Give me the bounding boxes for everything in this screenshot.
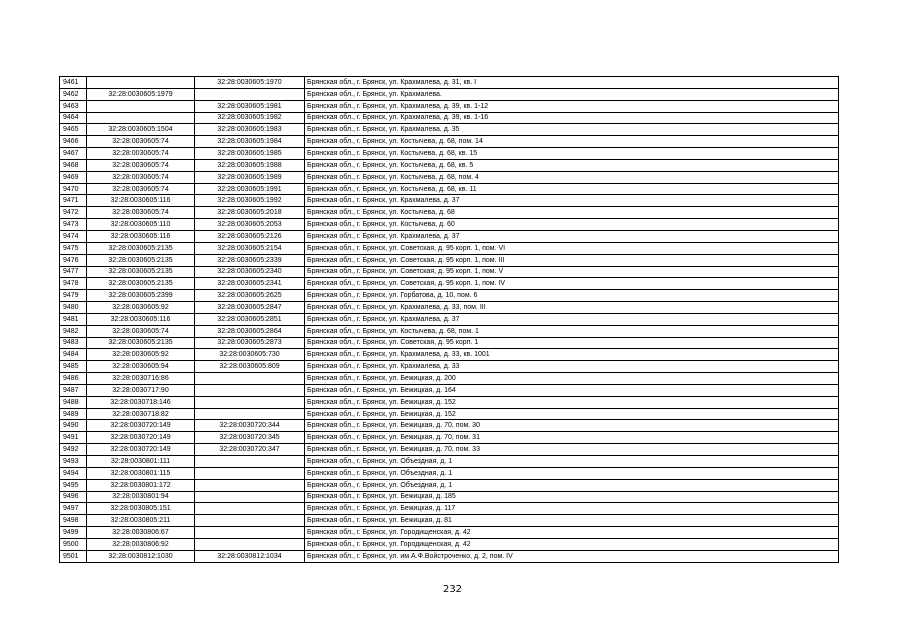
parent-cadastral-number-cell: 32:28:0030605:110 bbox=[87, 219, 195, 231]
cadastral-number-cell: 32:28:0030720:345 bbox=[195, 432, 305, 444]
table-row bbox=[60, 195, 839, 207]
table-row bbox=[60, 408, 839, 420]
table-row bbox=[60, 88, 839, 100]
address-cell: Брянская обл., г. Брянск, ул. Бежицкая, д. 164 bbox=[305, 384, 839, 396]
cadastral-number-cell bbox=[195, 408, 305, 420]
table-row bbox=[60, 136, 839, 148]
parent-cadastral-number-cell: 32:28:0030605:2399 bbox=[87, 290, 195, 302]
address-cell: Брянская обл., г. Брянск, ул. Крахмалева, д. 37 bbox=[305, 230, 839, 242]
address-cell: Брянская обл., г. Брянск, ул. Крахмалева, д. 33, пом. III bbox=[305, 302, 839, 314]
table-row bbox=[60, 515, 839, 527]
table-row bbox=[60, 337, 839, 349]
row-number-cell: 9481 bbox=[60, 313, 87, 325]
address-cell: Брянская обл., г. Брянск, ул. Костычева, д. 68, кв. 5 bbox=[305, 159, 839, 171]
row-number-cell: 9467 bbox=[60, 148, 87, 160]
cadastral-number-cell: 32:28:0030605:2154 bbox=[195, 242, 305, 254]
row-number-cell: 9491 bbox=[60, 432, 87, 444]
cadastral-number-cell: 32:28:0030605:809 bbox=[195, 361, 305, 373]
parent-cadastral-number-cell: 32:28:0030720:149 bbox=[87, 444, 195, 456]
cadastral-table bbox=[59, 76, 839, 563]
cadastral-number-cell: 32:28:0030605:1985 bbox=[195, 148, 305, 160]
row-number-cell: 9495 bbox=[60, 479, 87, 491]
parent-cadastral-number-cell: 32:28:0030717:90 bbox=[87, 384, 195, 396]
row-number-cell: 9472 bbox=[60, 207, 87, 219]
parent-cadastral-number-cell: 32:28:0030605:2135 bbox=[87, 337, 195, 349]
parent-cadastral-number-cell: 32:28:0030605:74 bbox=[87, 207, 195, 219]
address-cell: Брянская обл., г. Брянск, ул. Бежицкая, д. 185 bbox=[305, 491, 839, 503]
row-number-cell: 9475 bbox=[60, 242, 87, 254]
parent-cadastral-number-cell: 32:28:0030806:92 bbox=[87, 538, 195, 550]
address-cell: Брянская обл., г. Брянск, ул. Костычева, д. 68, кв. 15 bbox=[305, 148, 839, 160]
table-row bbox=[60, 302, 839, 314]
cadastral-number-cell bbox=[195, 515, 305, 527]
table-row bbox=[60, 503, 839, 515]
cadastral-number-cell bbox=[195, 373, 305, 385]
address-cell: Брянская обл., г. Брянск, ул. Объездная, д. 1 bbox=[305, 467, 839, 479]
row-number-cell: 9497 bbox=[60, 503, 87, 515]
parent-cadastral-number-cell: 32:28:0030605:2135 bbox=[87, 266, 195, 278]
row-number-cell: 9474 bbox=[60, 230, 87, 242]
cadastral-number-cell bbox=[195, 503, 305, 515]
table-row bbox=[60, 373, 839, 385]
cadastral-number-cell bbox=[195, 396, 305, 408]
cadastral-number-cell bbox=[195, 456, 305, 468]
address-cell: Брянская обл., г. Брянск, ул. Костычева, д. 68, кв. 11 bbox=[305, 183, 839, 195]
address-cell: Брянская обл., г. Брянск, ул. Горбатова, д. 10, пом. 6 bbox=[305, 290, 839, 302]
address-cell: Брянская обл., г. Брянск, ул. Бежицкая, д. 70, пом. 33 bbox=[305, 444, 839, 456]
row-number-cell: 9493 bbox=[60, 456, 87, 468]
row-number-cell: 9463 bbox=[60, 100, 87, 112]
address-cell: Брянская обл., г. Брянск, ул. Бежицкая, д. 200 bbox=[305, 373, 839, 385]
table-row bbox=[60, 266, 839, 278]
parent-cadastral-number-cell: 32:28:0030605:92 bbox=[87, 302, 195, 314]
table-row bbox=[60, 148, 839, 160]
address-cell: Брянская обл., г. Брянск, ул. Костычева, д. 60 bbox=[305, 219, 839, 231]
parent-cadastral-number-cell: 32:28:0030716:86 bbox=[87, 373, 195, 385]
table-row bbox=[60, 230, 839, 242]
cadastral-number-cell: 32:28:0030605:2873 bbox=[195, 337, 305, 349]
table-row bbox=[60, 313, 839, 325]
parent-cadastral-number-cell: 32:28:0030605:92 bbox=[87, 349, 195, 361]
parent-cadastral-number-cell: 32:28:0030801:94 bbox=[87, 491, 195, 503]
address-cell: Брянская обл., г. Брянск, ул. Крахмалева, д. 39, кв. 1-12 bbox=[305, 100, 839, 112]
cadastral-number-cell: 32:28:0030605:1991 bbox=[195, 183, 305, 195]
table-row bbox=[60, 159, 839, 171]
row-number-cell: 9486 bbox=[60, 373, 87, 385]
parent-cadastral-number-cell bbox=[87, 77, 195, 89]
row-number-cell: 9461 bbox=[60, 77, 87, 89]
address-cell: Брянская обл., г. Брянск, ул. Объездная, д. 1 bbox=[305, 456, 839, 468]
parent-cadastral-number-cell: 32:28:0030605:116 bbox=[87, 313, 195, 325]
parent-cadastral-number-cell: 32:28:0030605:74 bbox=[87, 136, 195, 148]
parent-cadastral-number-cell: 32:28:0030801:115 bbox=[87, 467, 195, 479]
parent-cadastral-number-cell: 32:28:0030718:82 bbox=[87, 408, 195, 420]
cadastral-number-cell: 32:28:0030605:2864 bbox=[195, 325, 305, 337]
row-number-cell: 9494 bbox=[60, 467, 87, 479]
row-number-cell: 9482 bbox=[60, 325, 87, 337]
row-number-cell: 9496 bbox=[60, 491, 87, 503]
table-row bbox=[60, 124, 839, 136]
cadastral-number-cell: 32:28:0030720:347 bbox=[195, 444, 305, 456]
table-row bbox=[60, 396, 839, 408]
table-row bbox=[60, 254, 839, 266]
cadastral-number-cell: 32:28:0030605:2341 bbox=[195, 278, 305, 290]
address-cell: Брянская обл., г. Брянск, ул. Крахмалева. bbox=[305, 88, 839, 100]
table-row bbox=[60, 467, 839, 479]
address-cell: Брянская обл., г. Брянск, ул. Крахмалева, д. 37 bbox=[305, 313, 839, 325]
parent-cadastral-number-cell: 32:28:0030605:74 bbox=[87, 325, 195, 337]
cadastral-number-cell: 32:28:0030605:1989 bbox=[195, 171, 305, 183]
parent-cadastral-number-cell: 32:28:0030605:2135 bbox=[87, 278, 195, 290]
cadastral-number-cell: 32:28:0030605:2340 bbox=[195, 266, 305, 278]
address-cell: Брянская обл., г. Брянск, ул. Советская, д. 95 корп. 1, пом. V bbox=[305, 266, 839, 278]
parent-cadastral-number-cell: 32:28:0030605:1979 bbox=[87, 88, 195, 100]
address-cell: Брянская обл., г. Брянск, ул. им А.Ф.Войстроченко, д. 2, пом. IV bbox=[305, 550, 839, 562]
row-number-cell: 9469 bbox=[60, 171, 87, 183]
address-cell: Брянская обл., г. Брянск, ул. Крахмалева, д. 39, кв. 1-16 bbox=[305, 112, 839, 124]
row-number-cell: 9489 bbox=[60, 408, 87, 420]
row-number-cell: 9500 bbox=[60, 538, 87, 550]
address-cell: Брянская обл., г. Брянск, ул. Бежицкая, д. 70, пом. 31 bbox=[305, 432, 839, 444]
cadastral-number-cell bbox=[195, 527, 305, 539]
address-cell: Брянская обл., г. Брянск, ул. Городищенская, д. 42 bbox=[305, 538, 839, 550]
address-cell: Брянская обл., г. Брянск, ул. Бежицкая, д. 152 bbox=[305, 396, 839, 408]
row-number-cell: 9485 bbox=[60, 361, 87, 373]
cadastral-number-cell: 32:28:0030605:1988 bbox=[195, 159, 305, 171]
cadastral-number-cell: 32:28:0030605:2339 bbox=[195, 254, 305, 266]
row-number-cell: 9478 bbox=[60, 278, 87, 290]
cadastral-number-cell: 32:28:0030605:2126 bbox=[195, 230, 305, 242]
cadastral-number-cell: 32:28:0030812:1034 bbox=[195, 550, 305, 562]
table-row bbox=[60, 207, 839, 219]
cadastral-number-cell bbox=[195, 88, 305, 100]
row-number-cell: 9501 bbox=[60, 550, 87, 562]
address-cell: Брянская обл., г. Брянск, ул. Костычева, д. 68, пом. 1 bbox=[305, 325, 839, 337]
row-number-cell: 9480 bbox=[60, 302, 87, 314]
table-row bbox=[60, 171, 839, 183]
cadastral-number-cell: 32:28:0030605:1992 bbox=[195, 195, 305, 207]
parent-cadastral-number-cell: 32:28:0030605:74 bbox=[87, 183, 195, 195]
row-number-cell: 9470 bbox=[60, 183, 87, 195]
cadastral-number-cell bbox=[195, 491, 305, 503]
table-row bbox=[60, 112, 839, 124]
row-number-cell: 9473 bbox=[60, 219, 87, 231]
address-cell: Брянская обл., г. Брянск, ул. Бежицкая, д. 152 bbox=[305, 408, 839, 420]
parent-cadastral-number-cell: 32:28:0030605:116 bbox=[87, 195, 195, 207]
row-number-cell: 9479 bbox=[60, 290, 87, 302]
cadastral-number-cell bbox=[195, 467, 305, 479]
row-number-cell: 9487 bbox=[60, 384, 87, 396]
address-cell: Брянская обл., г. Брянск, ул. Крахмалева, д. 33, кв. 1001 bbox=[305, 349, 839, 361]
table-row bbox=[60, 290, 839, 302]
row-number-cell: 9477 bbox=[60, 266, 87, 278]
address-cell: Брянская обл., г. Брянск, ул. Советская, д. 95 корп. 1, пом. IV bbox=[305, 278, 839, 290]
cadastral-number-cell: 32:28:0030720:344 bbox=[195, 420, 305, 432]
table-row bbox=[60, 278, 839, 290]
table-row bbox=[60, 444, 839, 456]
cadastral-number-cell: 32:28:0030605:1983 bbox=[195, 124, 305, 136]
row-number-cell: 9490 bbox=[60, 420, 87, 432]
table-row bbox=[60, 491, 839, 503]
row-number-cell: 9462 bbox=[60, 88, 87, 100]
address-cell: Брянская обл., г. Брянск, ул. Костычева, д. 68 bbox=[305, 207, 839, 219]
table-row bbox=[60, 325, 839, 337]
address-cell: Брянская обл., г. Брянск, ул. Советская, д. 95 корп. 1, пом. III bbox=[305, 254, 839, 266]
address-cell: Брянская обл., г. Брянск, ул. Крахмалева, д. 31, кв. I bbox=[305, 77, 839, 89]
parent-cadastral-number-cell: 32:28:0030812:1030 bbox=[87, 550, 195, 562]
address-cell: Брянская обл., г. Брянск, ул. Бежицкая, д. 117 bbox=[305, 503, 839, 515]
row-number-cell: 9464 bbox=[60, 112, 87, 124]
address-cell: Брянская обл., г. Брянск, ул. Костычева, д. 68, пом. 4 bbox=[305, 171, 839, 183]
parent-cadastral-number-cell: 32:28:0030718:146 bbox=[87, 396, 195, 408]
address-cell: Брянская обл., г. Брянск, ул. Советская, д. 95 корп. 1 bbox=[305, 337, 839, 349]
parent-cadastral-number-cell: 32:28:0030605:74 bbox=[87, 159, 195, 171]
parent-cadastral-number-cell: 32:28:0030605:1504 bbox=[87, 124, 195, 136]
parent-cadastral-number-cell bbox=[87, 100, 195, 112]
address-cell: Брянская обл., г. Брянск, ул. Крахмалева, д. 37 bbox=[305, 195, 839, 207]
row-number-cell: 9465 bbox=[60, 124, 87, 136]
table-row bbox=[60, 538, 839, 550]
address-cell: Брянская обл., г. Брянск, ул. Объездная, д. 1 bbox=[305, 479, 839, 491]
address-cell: Брянская обл., г. Брянск, ул. Крахмалева, д. 35 bbox=[305, 124, 839, 136]
cadastral-number-cell: 32:28:0030605:2018 bbox=[195, 207, 305, 219]
cadastral-number-cell: 32:28:0030605:1984 bbox=[195, 136, 305, 148]
row-number-cell: 9484 bbox=[60, 349, 87, 361]
page-number: 232 bbox=[442, 584, 463, 595]
parent-cadastral-number-cell: 32:28:0030605:94 bbox=[87, 361, 195, 373]
table-row bbox=[60, 349, 839, 361]
cadastral-number-cell: 32:28:0030605:1982 bbox=[195, 112, 305, 124]
table-row bbox=[60, 432, 839, 444]
cadastral-number-cell bbox=[195, 538, 305, 550]
table-row bbox=[60, 183, 839, 195]
address-cell: Брянская обл., г. Брянск, ул. Городищенская, д. 42 bbox=[305, 527, 839, 539]
table-body bbox=[60, 77, 839, 563]
parent-cadastral-number-cell: 32:28:0030605:2135 bbox=[87, 254, 195, 266]
address-cell: Брянская обл., г. Брянск, ул. Бежицкая, д. 70, пом. 30 bbox=[305, 420, 839, 432]
table-row bbox=[60, 242, 839, 254]
parent-cadastral-number-cell: 32:28:0030801:111 bbox=[87, 456, 195, 468]
row-number-cell: 9499 bbox=[60, 527, 87, 539]
table-row bbox=[60, 219, 839, 231]
parent-cadastral-number-cell: 32:28:0030801:172 bbox=[87, 479, 195, 491]
cadastral-number-cell: 32:28:0030605:2053 bbox=[195, 219, 305, 231]
parent-cadastral-number-cell: 32:28:0030605:74 bbox=[87, 171, 195, 183]
table-row bbox=[60, 550, 839, 562]
parent-cadastral-number-cell: 32:28:0030805:151 bbox=[87, 503, 195, 515]
address-cell: Брянская обл., г. Брянск, ул. Крахмалева, д. 33 bbox=[305, 361, 839, 373]
cadastral-number-cell: 32:28:0030605:1981 bbox=[195, 100, 305, 112]
cadastral-number-cell: 32:28:0030605:2625 bbox=[195, 290, 305, 302]
parent-cadastral-number-cell: 32:28:0030605:74 bbox=[87, 148, 195, 160]
table-row bbox=[60, 456, 839, 468]
row-number-cell: 9483 bbox=[60, 337, 87, 349]
table-row bbox=[60, 100, 839, 112]
parent-cadastral-number-cell: 32:28:0030805:211 bbox=[87, 515, 195, 527]
address-cell: Брянская обл., г. Брянск, ул. Костычева, д. 68, пом. 14 bbox=[305, 136, 839, 148]
table-row bbox=[60, 361, 839, 373]
parent-cadastral-number-cell: 32:28:0030605:116 bbox=[87, 230, 195, 242]
cadastral-number-cell bbox=[195, 384, 305, 396]
row-number-cell: 9498 bbox=[60, 515, 87, 527]
address-cell: Брянская обл., г. Брянск, ул. Советская, д. 95 корп. 1, пом. VI bbox=[305, 242, 839, 254]
row-number-cell: 9476 bbox=[60, 254, 87, 266]
parent-cadastral-number-cell: 32:28:0030605:2135 bbox=[87, 242, 195, 254]
table-row bbox=[60, 479, 839, 491]
table-row bbox=[60, 384, 839, 396]
parent-cadastral-number-cell: 32:28:0030720:149 bbox=[87, 432, 195, 444]
parent-cadastral-number-cell: 32:28:0030806:67 bbox=[87, 527, 195, 539]
cadastral-number-cell: 32:28:0030605:730 bbox=[195, 349, 305, 361]
row-number-cell: 9466 bbox=[60, 136, 87, 148]
address-cell: Брянская обл., г. Брянск, ул. Бежицкая, д. 81 bbox=[305, 515, 839, 527]
row-number-cell: 9492 bbox=[60, 444, 87, 456]
cadastral-number-cell: 32:28:0030605:2851 bbox=[195, 313, 305, 325]
parent-cadastral-number-cell bbox=[87, 112, 195, 124]
table-row bbox=[60, 420, 839, 432]
table-row bbox=[60, 527, 839, 539]
cadastral-number-cell: 32:28:0030605:2847 bbox=[195, 302, 305, 314]
row-number-cell: 9488 bbox=[60, 396, 87, 408]
row-number-cell: 9471 bbox=[60, 195, 87, 207]
parent-cadastral-number-cell: 32:28:0030720:149 bbox=[87, 420, 195, 432]
table-row bbox=[60, 77, 839, 89]
row-number-cell: 9468 bbox=[60, 159, 87, 171]
cadastral-number-cell: 32:28:0030605:1970 bbox=[195, 77, 305, 89]
cadastral-number-cell bbox=[195, 479, 305, 491]
